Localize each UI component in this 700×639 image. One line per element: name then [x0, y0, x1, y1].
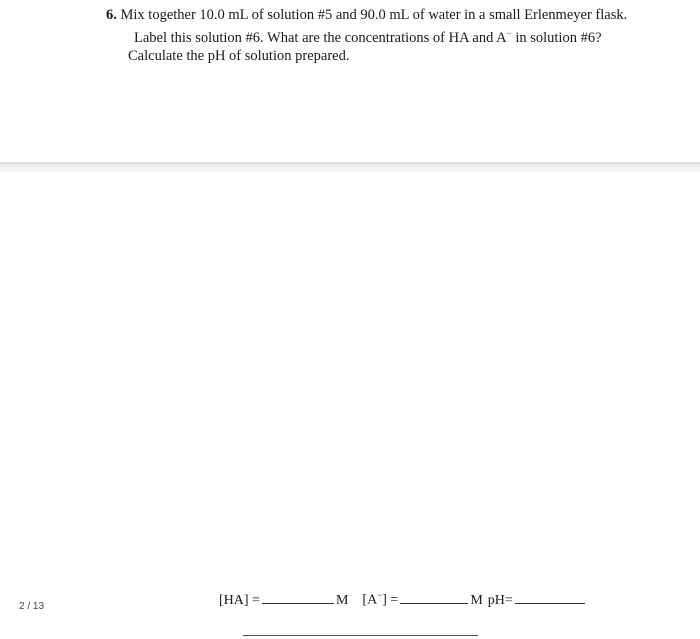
- a-answer-blank[interactable]: [400, 589, 468, 604]
- question-6: [106, 6, 651, 65]
- a-unit: M: [470, 593, 483, 608]
- ha-label: [HA] =: [219, 593, 260, 608]
- page-indicator: 2 / 13: [19, 601, 45, 612]
- question-line-3: Calculate the pH of solution prepared.: [128, 47, 350, 64]
- page-separator: [0, 162, 700, 172]
- question-line-2: [106, 24, 651, 47]
- a-label-pre: [A: [362, 593, 378, 608]
- question-line-1: [106, 6, 651, 24]
- page-bottom: [0, 172, 700, 639]
- question-text-line-2-sup: −: [506, 28, 512, 38]
- ha-unit: M: [335, 593, 349, 608]
- question-text-line-1: Mix together 10.0 mL of solution #5 and 90.0 mL of water in a small Erlenmeyer flask.: [120, 7, 628, 23]
- question-text-line-2-post: in solution #6?: [511, 29, 602, 46]
- a-label-sup: −: [377, 590, 383, 601]
- ph-label: pH=: [487, 593, 513, 608]
- bottom-rule: [243, 635, 478, 636]
- ph-answer-blank[interactable]: [515, 589, 585, 604]
- ha-answer-blank[interactable]: [262, 589, 334, 604]
- answer-row: [219, 589, 587, 609]
- a-label-post: ] =: [382, 593, 399, 608]
- question-number: 6.: [106, 7, 117, 23]
- page-top: [0, 0, 700, 162]
- a-label: [362, 590, 398, 609]
- question-text-line-2-pre: Label this solution #6. What are the concentrations of HA and A: [134, 29, 507, 46]
